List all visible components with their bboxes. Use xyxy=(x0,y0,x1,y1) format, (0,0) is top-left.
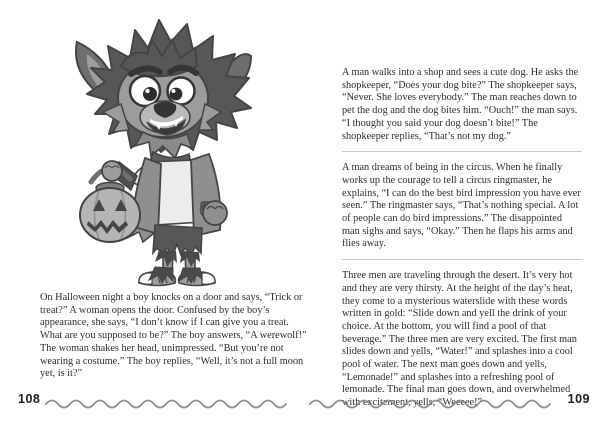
left-page-joke-text: On Halloween night a boy knocks on a door and says, “Trick or treat?” A woman opens the door. Confused by the boy’s appearance, she says, “I don’t know if I can give you a treat. What are you supposed to be?” The boy answers, “A werewolf!” The woman shakes her head, unimpressed. “But you’re not wearing a costume.” The boy replies, “Well, it’s not a full moon yet, is it?” xyxy=(40,292,307,380)
werewolf-icon xyxy=(55,10,283,290)
right-page-joke-2: A man dreams of being in the circus. When he finally works up the courage to tell a circus ringmaster, he explains, “I can do the best bird impression you have ever seen.” The ringmaster says, “That’s nothing special. A lot of people can do bird impressions.” The disappointed man sighs and says, “Okay.” Then he flaps his arms and flies away. xyxy=(342,162,581,250)
joke-divider xyxy=(342,151,582,152)
page-number-right: 109 xyxy=(567,392,590,406)
right-page-column xyxy=(342,67,582,410)
page-number-left: 108 xyxy=(18,392,41,406)
wavy-divider-left xyxy=(44,396,292,410)
right-page-joke-1: A man walks into a shop and sees a cute dog. He asks the shopkeeper, “Does your dog bite?” The shopkeeper says, “Never. She loves everybody.” The man reaches down to pet the dog and the dog bites him. “Ouch!” the man says. “I thought you said your dog doesn’t bite!” The shopkeeper replies, “That’s not my dog.” xyxy=(342,67,579,142)
joke-divider xyxy=(342,259,582,260)
right-page-joke-3: Three men are traveling through the desert. It’s very hot and they are very thirsty. At the height of the day’s heat, they come to a mysterious waterslide with these words written in gold: “Slide down and yell the drink of your choice. At the bottom, you will find a pool of that beverage.” The three men are very excited. The first man slides down and yells, “Water!” and splashes into a cool pool of water. The next man goes down and yells, “Lemonade!” and splashes into a refreshing pool of lemonade. The final man goes down, and overwhelmed with excitement, yells, “Weeeee!” xyxy=(342,270,577,409)
wavy-divider-right xyxy=(308,396,558,410)
werewolf-illustration xyxy=(55,10,283,290)
